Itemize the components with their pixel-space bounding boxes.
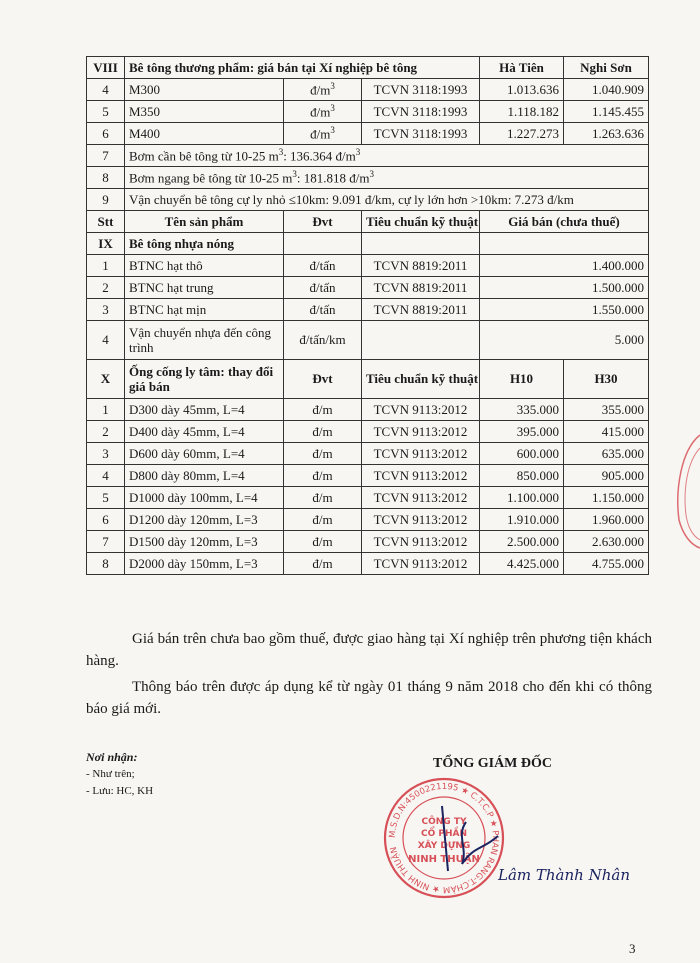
price-cell: 905.000: [564, 465, 649, 487]
column-header: Giá bán (chưa thuế): [480, 211, 649, 233]
table-row: [87, 233, 649, 255]
standard-cell: TCVN 9113:2012: [362, 531, 480, 553]
column-header: H30: [564, 360, 649, 399]
note-paragraph-2: Thông báo trên được áp dụng kể từ ngày 01 tháng 9 năm 2018 cho đến khi có thông báo giá mới.: [86, 679, 652, 717]
table-row: [87, 553, 649, 575]
standard-cell: TCVN 8819:2011: [362, 277, 480, 299]
edge-seal-fragment: [671, 430, 700, 550]
table-cell: [362, 321, 480, 360]
column-header: Tiêu chuẩn kỹ thuật: [362, 211, 480, 233]
section-title: Bê tông nhựa nóng: [125, 233, 284, 255]
price-cell: 395.000: [480, 421, 564, 443]
section-number: VIII: [87, 57, 125, 79]
product-name: D2000 dày 150mm, L=3: [125, 553, 284, 575]
section-number: X: [87, 360, 125, 399]
table-cell: [362, 233, 480, 255]
row-number: 2: [87, 421, 125, 443]
standard-cell: TCVN 8819:2011: [362, 299, 480, 321]
unit-cell: đ/m: [284, 443, 362, 465]
recipient-item: - Như trên;: [86, 768, 135, 780]
standard-cell: TCVN 9113:2012: [362, 509, 480, 531]
product-name: Vận chuyển nhựa đến công trình: [125, 321, 284, 360]
svg-text:M.S.D.N:4500221195 ★ C.T.C.P ★: M.S.D.N:4500221195 ★ C.T.C.P ★ PHAN RANG-T.CHÀM ★ NINH THUẬN: [387, 781, 501, 895]
price-cell: 4.755.000: [564, 553, 649, 575]
product-name: BTNC hạt thô: [125, 255, 284, 277]
page-number: 3: [629, 941, 636, 956]
product-name: D1200 dày 120mm, L=3: [125, 509, 284, 531]
price-cell: 415.000: [564, 421, 649, 443]
standard-cell: TCVN 9113:2012: [362, 399, 480, 421]
price-cell: 850.000: [480, 465, 564, 487]
table-row: [87, 145, 649, 167]
standard-cell: TCVN 8819:2011: [362, 255, 480, 277]
recipient-item: - Lưu: HC, KH: [86, 785, 154, 797]
table-row: [87, 421, 649, 443]
unit-cell: đ/m: [284, 509, 362, 531]
column-header: Stt: [87, 211, 125, 233]
row-number: 4: [87, 79, 125, 101]
row-number: 8: [87, 167, 125, 189]
service-description: Bơm cần bê tông từ 10-25 $m^3$: 136.364 $đ/m^3$: [125, 145, 649, 167]
unit-cell: đ/tấn: [284, 277, 362, 299]
product-name: D800 dày 80mm, L=4: [125, 465, 284, 487]
signature-title: TỔNG GIÁM ĐỐC: [433, 756, 552, 771]
table-row: [87, 189, 649, 211]
company-seal: [382, 776, 506, 900]
standard-cell: TCVN 9113:2012: [362, 421, 480, 443]
standard-cell: TCVN 3118:1993: [362, 79, 480, 101]
row-number: 7: [87, 531, 125, 553]
unit-cell: đ/tấn: [284, 255, 362, 277]
signer-name: Lâm Thành Nhân: [498, 866, 630, 884]
table-row: [87, 487, 649, 509]
standard-cell: TCVN 9113:2012: [362, 487, 480, 509]
table-cell: [480, 233, 649, 255]
column-header: Nghi Sơn: [564, 57, 649, 79]
unit-cell: đ/tấn/km: [284, 321, 362, 360]
product-name: D1000 dày 100mm, L=4: [125, 487, 284, 509]
row-number: 3: [87, 443, 125, 465]
product-name: M300: [125, 79, 284, 101]
price-cell: 1.040.909: [564, 79, 649, 101]
row-number: 8: [87, 553, 125, 575]
row-number: 1: [87, 255, 125, 277]
unit-cell: đ/m: [284, 531, 362, 553]
table-row: [87, 299, 649, 321]
table-row: [87, 79, 649, 101]
section-title: Ống cống ly tâm: thay đổi giá bán: [125, 360, 284, 399]
standard-cell: TCVN 9113:2012: [362, 443, 480, 465]
table-row: [87, 123, 649, 145]
table-row: [87, 531, 649, 553]
column-header: Tên sản phẩm: [125, 211, 284, 233]
seal-text: XÂY DỰNG: [417, 841, 471, 851]
price-cell: 1.400.000: [480, 255, 649, 277]
column-header: Tiêu chuẩn kỹ thuật: [362, 360, 480, 399]
price-cell: 635.000: [564, 443, 649, 465]
product-name: D1500 dày 120mm, L=3: [125, 531, 284, 553]
unit-cell: đ/m: [284, 465, 362, 487]
standard-cell: TCVN 9113:2012: [362, 465, 480, 487]
table-row: [87, 443, 649, 465]
service-description: Bơm ngang bê tông từ 10-25 $m^3$: 181.818 $đ/m^3$: [125, 167, 649, 189]
column-header: Đvt: [284, 360, 362, 399]
price-cell: 1.227.273: [480, 123, 564, 145]
product-name: BTNC hạt mịn: [125, 299, 284, 321]
table-row: [87, 57, 649, 79]
price-cell: 1.145.455: [564, 101, 649, 123]
price-cell: 1.960.000: [564, 509, 649, 531]
price-cell: 5.000: [480, 321, 649, 360]
table-row: [87, 101, 649, 123]
table-row: [87, 211, 649, 233]
service-description: Vận chuyển bê tông cự ly nhỏ ≤10km: 9.091 đ/km, cự ly lớn hơn >10km: 7.273 đ/km: [125, 189, 649, 211]
product-name: D300 dày 45mm, L=4: [125, 399, 284, 421]
row-number: 5: [87, 101, 125, 123]
row-number: 4: [87, 465, 125, 487]
recipients-heading: Nơi nhận:: [86, 750, 138, 764]
unit-cell: $đ/m^3$: [284, 79, 362, 101]
price-cell: 1.100.000: [480, 487, 564, 509]
unit-cell: đ/tấn: [284, 299, 362, 321]
price-cell: 355.000: [564, 399, 649, 421]
section-title: Bê tông thương phẩm: giá bán tại Xí nghiệp bê tông: [125, 57, 480, 79]
price-cell: 2.630.000: [564, 531, 649, 553]
table-cell: [284, 233, 362, 255]
note-paragraph-1: Giá bán trên chưa bao gồm thuế, được giao hàng tại Xí nghiệp trên phương tiện khách hàng.: [86, 631, 652, 669]
section-number: IX: [87, 233, 125, 255]
seal-text: NINH THUẬN: [408, 854, 480, 865]
row-number: 7: [87, 145, 125, 167]
price-cell: 4.425.000: [480, 553, 564, 575]
table-row: [87, 509, 649, 531]
price-cell: 1.150.000: [564, 487, 649, 509]
unit-cell: đ/m: [284, 487, 362, 509]
product-name: D400 dày 45mm, L=4: [125, 421, 284, 443]
table-row: [87, 167, 649, 189]
seal-text: CỔ PHẦN: [420, 829, 468, 839]
price-cell: 1.550.000: [480, 299, 649, 321]
product-name: M400: [125, 123, 284, 145]
unit-cell: $đ/m^3$: [284, 101, 362, 123]
column-header: H10: [480, 360, 564, 399]
price-cell: 1.500.000: [480, 277, 649, 299]
row-number: 2: [87, 277, 125, 299]
price-table: [86, 56, 649, 575]
column-header: Hà Tiên: [480, 57, 564, 79]
price-cell: 1.910.000: [480, 509, 564, 531]
price-cell: 1.118.182: [480, 101, 564, 123]
unit-cell: đ/m: [284, 553, 362, 575]
seal-text: CÔNG TY: [421, 817, 467, 827]
table-row: [87, 465, 649, 487]
table-row: [87, 399, 649, 421]
recipients-block: [86, 749, 153, 800]
price-table-body: [87, 57, 649, 575]
standard-cell: TCVN 3118:1993: [362, 123, 480, 145]
price-cell: 600.000: [480, 443, 564, 465]
table-row: [87, 360, 649, 399]
row-number: 9: [87, 189, 125, 211]
standard-cell: TCVN 9113:2012: [362, 553, 480, 575]
price-cell: 1.263.636: [564, 123, 649, 145]
product-name: BTNC hạt trung: [125, 277, 284, 299]
row-number: 6: [87, 509, 125, 531]
row-number: 6: [87, 123, 125, 145]
row-number: 5: [87, 487, 125, 509]
table-row: [87, 255, 649, 277]
standard-cell: TCVN 3118:1993: [362, 101, 480, 123]
unit-cell: đ/m: [284, 399, 362, 421]
unit-cell: đ/m: [284, 421, 362, 443]
row-number: 1: [87, 399, 125, 421]
price-cell: 335.000: [480, 399, 564, 421]
table-row: [87, 321, 649, 360]
row-number: 3: [87, 299, 125, 321]
product-name: D600 dày 60mm, L=4: [125, 443, 284, 465]
table-row: [87, 277, 649, 299]
product-name: M350: [125, 101, 284, 123]
row-number: 4: [87, 321, 125, 360]
unit-cell: $đ/m^3$: [284, 123, 362, 145]
price-cell: 1.013.636: [480, 79, 564, 101]
price-cell: 2.500.000: [480, 531, 564, 553]
column-header: Đvt: [284, 211, 362, 233]
